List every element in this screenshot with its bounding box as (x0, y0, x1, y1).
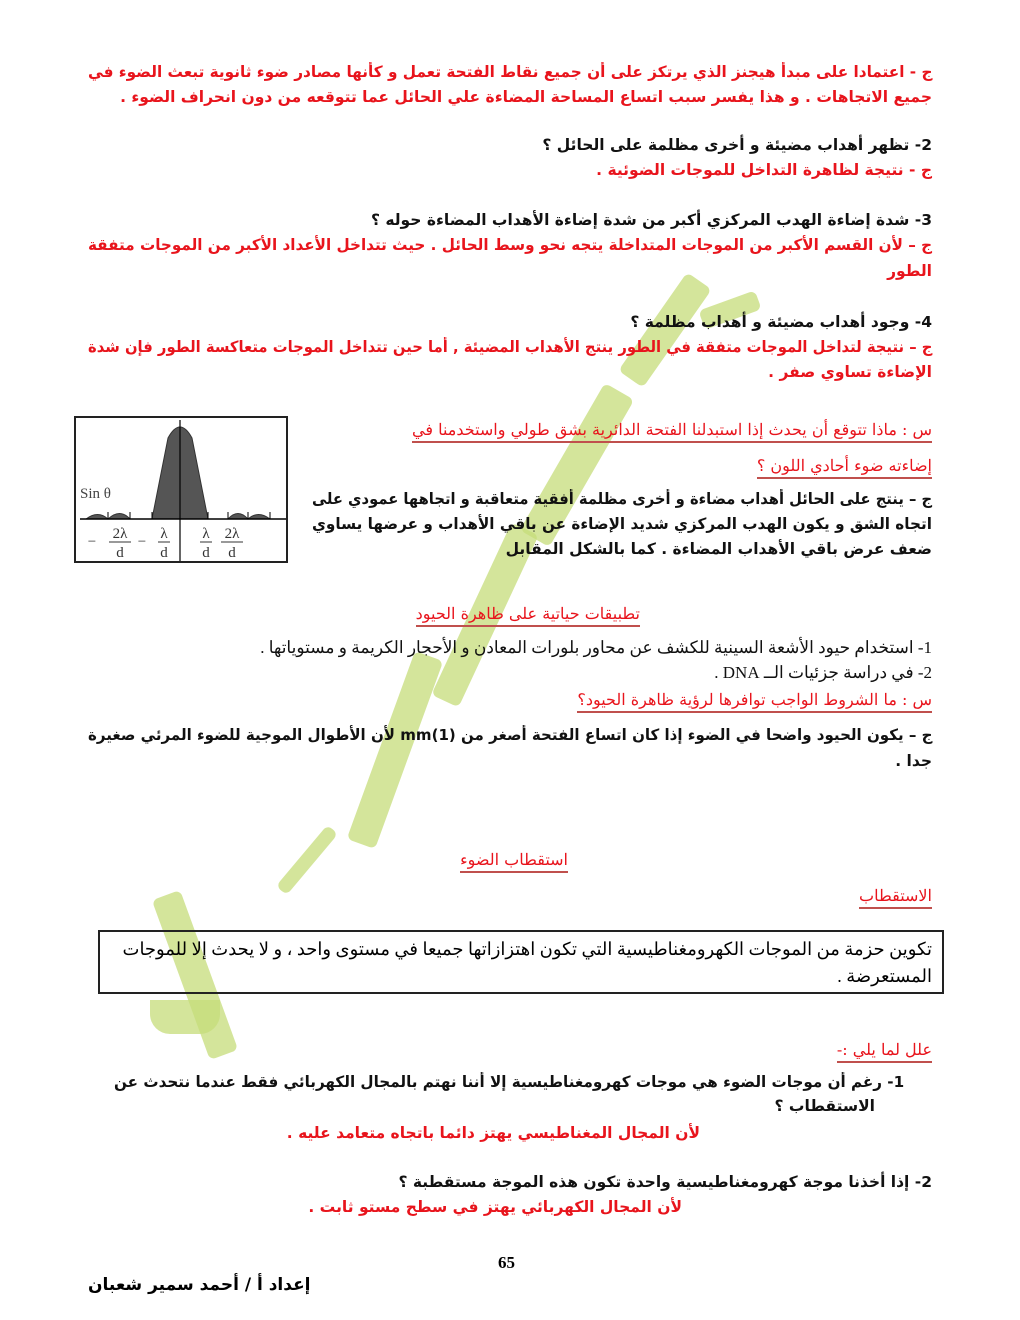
slit-question-line2: إضاءته ضوء أحادي اللون ؟ (757, 456, 932, 479)
q1-answer-line2: جميع الاتجاهات . و هذا يفسر سبب اتساع المساحة المضاءة علي الحائل عما تتوقعه من دون انحراف الضوء . (120, 88, 932, 106)
author: إعداد أ / أحمد سمير شعبان (88, 1275, 311, 1295)
slit-answer-line1: ج – ينتج على الحائل أهداب مضاءة و أخرى مظلمة أفقية متعاقبة و اتجاهها عمودي على (311, 490, 932, 508)
page-number: 65 (498, 1253, 515, 1272)
tick-d: d (116, 545, 124, 561)
q4-answer-line2: الإضاءة تساوي صفر . (768, 363, 932, 381)
tick-lambda: λ (202, 526, 210, 542)
explain-a2: لأن المجال الكهربائي يهتز في سطح مستو ثابت . (308, 1198, 682, 1216)
intensity-graph (76, 418, 286, 561)
slit-question-line1: س : ماذا تتوقع أن يحدث إذا استبدلنا الفتحة الدائرية بشق طولي واستخدمنا في (412, 420, 932, 443)
polarization-subtitle: الاستقطاب (859, 886, 932, 909)
q4-answer-line1: ج – نتيجة لتداخل الموجات متفقة في الطور ينتج الأهداب المضيئة , أما حين تتداخل الموجات متعاكسة الطور فإن شدة (87, 338, 932, 356)
tick-d: d (228, 545, 236, 561)
tick-lambda: λ (160, 526, 168, 542)
axis-label: Sin θ (80, 486, 111, 502)
slit-answer-line2: اتجاه الشق و يكون الهدب المركزي شديد الإضاءة عن باقي الأهداب و عرضها يساوي (312, 515, 932, 533)
q2-question: 2- تظهر أهداب مضيئة و أخرى مظلمة على الحائل ؟ (542, 136, 932, 154)
tick-minus: − (87, 534, 97, 550)
q3-question: 3- شدة إضاءة الهدب المركزي أكبر من شدة إضاءة الأهداب المضاءة حوله ؟ (370, 211, 932, 229)
conditions-question: س : ما الشروط الواجب توافرها لرؤية ظاهرة الحيود؟ (577, 690, 932, 713)
q1-answer-line1: ج - اعتمادا على مبدأ هيجنز الذي يرتكز على أن جميع نقاط الفتحة تعمل و كأنها مصادر ضوء ثانوية تبعث الضوء في (87, 63, 932, 81)
tick-minus: − (137, 534, 147, 550)
q3-answer-line2: الطور (887, 262, 932, 280)
explain-a1: لأن المجال المغناطيسي يهتز دائما باتجاه متعامد عليه . (286, 1124, 700, 1142)
tick-2lambda: 2λ (112, 526, 128, 542)
q3-answer-line1: ج – لأن القسم الأكبر من الموجات المتداخلة يتجه نحو وسط الحائل . حيث تتداخل الأعداد الأكبر من الموجات متفقة (87, 236, 932, 254)
diffraction-pattern-figure (74, 416, 288, 563)
application-item-1: 1- استخدام حيود الأشعة السينية للكشف عن محاور بلورات المعادن و الأحجار الكريمة و مستوياتها . (260, 638, 932, 657)
q4-question: 4- وجود أهداب مضيئة و أهداب مظلمة ؟ (630, 313, 932, 331)
tick-d: d (202, 545, 210, 561)
tick-2lambda: 2λ (224, 526, 240, 542)
definition-line1: تكوين حزمة من الموجات الكهرومغناطيسية التي تكون اهتزازاتها جميعا في مستوى واحد ، و لا يحدث إلا للموجات (122, 939, 932, 959)
definition-box (98, 930, 944, 994)
conditions-answer-line1: ج – يكون الحيود واضحا في الضوء إذا كان اتساع الفتحة أصغر من (1)mm لأن الأطوال الموجية للضوء المرئي صغيرة (87, 726, 932, 744)
explain-q1-line1: 1- رغم أن موجات الضوء هي موجات كهرومغناطيسية إلا أننا نهتم بالمجال الكهربائي فقط عندما نتحدث عن (113, 1073, 904, 1091)
polarization-title: استقطاب الضوء (460, 850, 568, 873)
explain-q2: 2- إذا أخذنا موجة كهرومغناطيسية واحدة تكون هذه الموجة مستقطبة ؟ (398, 1173, 932, 1191)
q2-answer: ج - نتيجة لظاهرة التداخل للموجات الضوئية . (596, 161, 932, 179)
tick-d: d (160, 545, 168, 561)
slit-answer-line3: ضعف عرض باقي الأهداب المضاءة . كما بالشكل المقابل (505, 540, 932, 558)
explain-q1-line2: الاستقطاب ؟ (774, 1097, 875, 1115)
applications-title: تطبيقات حياتية على ظاهرة الحيود (416, 604, 640, 627)
conditions-answer-line2: جدا . (895, 752, 932, 770)
application-item-2: 2- في دراسة جزئيات الــ DNA . (714, 663, 932, 682)
definition-line2: المستعرضة . (837, 966, 932, 986)
explain-title: علل لما يلي :- (837, 1040, 932, 1063)
